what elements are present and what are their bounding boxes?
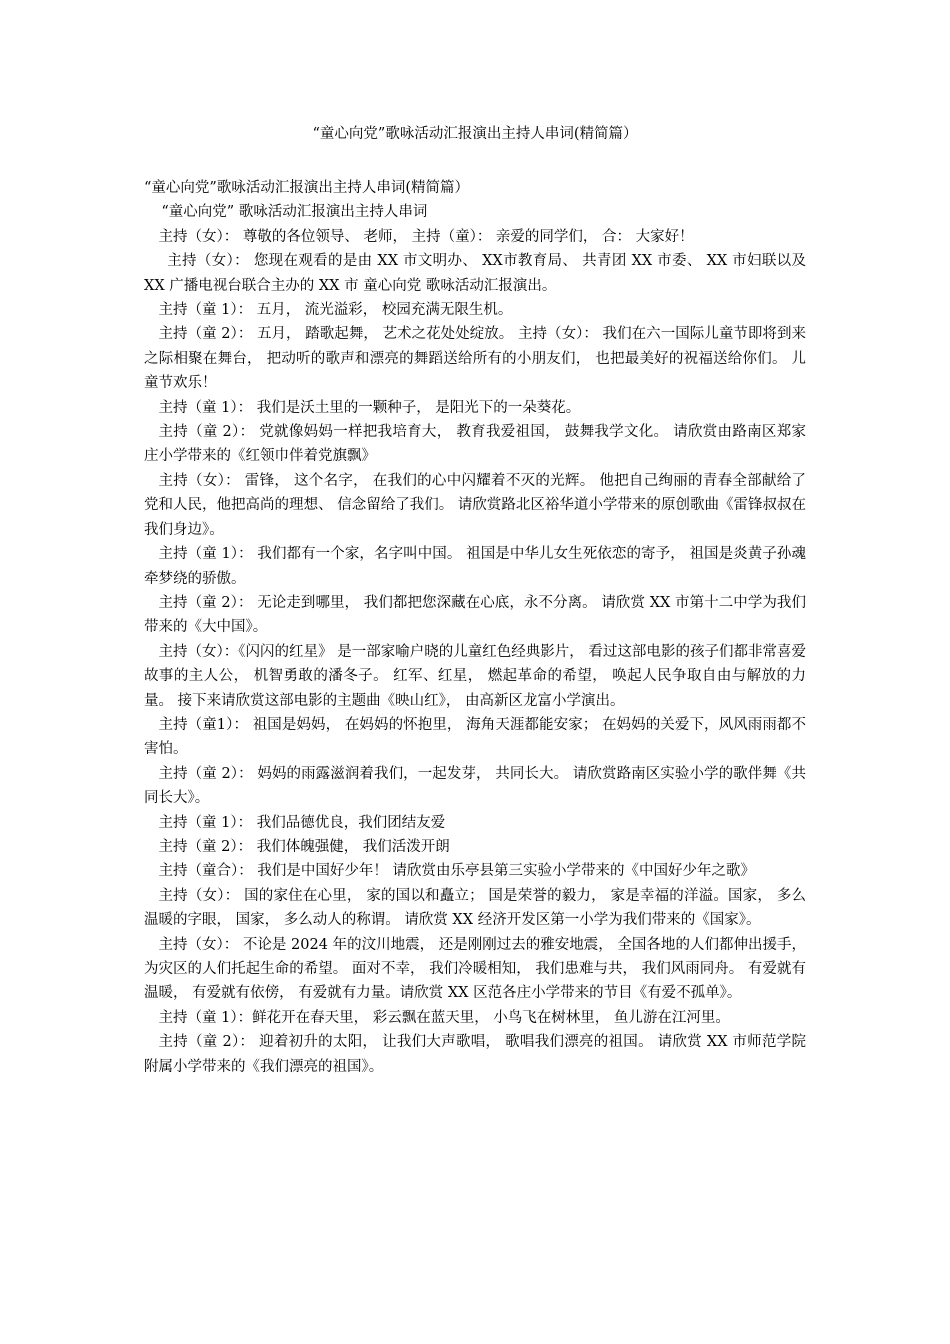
paragraph: 主持（女）：《闪闪的红星》 是一部家喻户晓的儿童红色经典影片， 看过这部电影的孩子们都非常喜爱故事的主人公， 机智勇敢的潘冬子。 红军、红星， 燃起革命的希望， 唤起人民争取自由与解放的力量。 接下来请欣赏这部电影的主题曲《映山红》， 由高新区龙富小学演出。 (144, 643, 806, 709)
paragraph: 主持（童 1）： 我们都有一个家，名字叫中国。 祖国是中华儿女生死依恋的寄予， 祖国是炎黄子孙魂牵梦绕的骄傲。 (144, 546, 806, 587)
paragraph: 主持（女）： 雷锋， 这个名字， 在我们的心中闪耀着不灭的光辉。 他把自己绚丽的青春全部献给了党和人民，他把高尚的理想、 信念留给了我们。 请欣赏路北区裕华道小学带来的原创歌曲《雷锋叔叔在我们身边》。 (144, 472, 806, 538)
paragraph: 主持（童 2）： 党就像妈妈一样把我培育大， 教育我爱祖国， 鼓舞我学文化。 请欣赏由路南区郑家庄小学带来的《红领巾伴着党旗飘》 (144, 424, 806, 465)
paragraph: 主持（童 1）： 我们是沃土里的一颗种子， 是阳光下的一朵葵花。 (158, 399, 581, 416)
paragraph: 主持（童 1）：鲜花开在春天里， 彩云飘在蓝天里， 小鸟飞在树林里， 鱼儿游在江河里。 (158, 1009, 730, 1026)
document-body (144, 176, 806, 1079)
paragraph: 主持（女）： 不论是 2024 年的汶川地震， 还是刚刚过去的雅安地震， 全国各地的人们都伸出援手， 为灾区的人们托起生命的希望。 面对不幸， 我们冷暖相知， 我们患难与共， 我们风雨同舟。 有爱就有温暖， 有爱就有依傍， 有爱就有力量。请欣赏 XX 区范各庄小学带来的节目《有爱不孤单》。 (144, 936, 806, 1002)
paragraph: 主持（女）： 尊敬的各位领导、 老师， 主持（童）： 亲爱的同学们， 合： 大家好！ (158, 228, 694, 245)
paragraph: 主持（童 2）： 我们体魄强健， 我们活泼开朗 (158, 838, 450, 855)
paragraph: 主持（童1）： 祖国是妈妈， 在妈妈的怀抱里， 海角天涯都能安家； 在妈妈的关爱下，风风雨雨都不害怕。 (144, 716, 806, 758)
paragraph: 主持（童 1）： 我们品德优良，我们团结友爱 (158, 814, 446, 831)
paragraph: 主持（童合）： 我们是中国好少年！ 请欣赏由乐亭县第三实验小学带来的《中国好少年之歌》 (158, 863, 755, 880)
paragraph: 主持（女）： 国的家住在心里， 家的国以和矗立； 国是荣誉的毅力， 家是幸福的洋溢。国家， 多么温暖的字眼， 国家， 多么动人的称谓。 请欣赏 XX 经济开发区第一小学为我们带来的《国家》。 (144, 887, 806, 929)
paragraph: 主持（童 2）： 无论走到哪里， 我们都把您深藏在心底，永不分离。 请欣赏 XX 市第十二中学为我们带来的《大中国》。 (144, 594, 806, 636)
paragraph: 主持（童 2）： 妈妈的雨露滋润着我们，一起发芽， 共同长大。 请欣赏路南区实验小学的歌伴舞《共同长大》。 (144, 765, 806, 807)
paragraph-heading: “童心向党”歌咏活动汇报演出主持人串词(精简篇） (144, 180, 469, 196)
paragraph: 主持（童 1）： 五月， 流光溢彩， 校园充满无限生机。 (158, 302, 513, 319)
paragraph: 主持（童 2）： 五月， 踏歌起舞， 艺术之花处处绽放。 主持（女）： 我们在六一国际儿童节即将到来之际相聚在舞台， 把动听的歌声和漂亮的舞蹈送给所有的小朋友们， 也把最美好的祝福送给你们。 儿童节欢乐！ (144, 326, 806, 392)
document-title: “童心向党”歌咏活动汇报演出主持人串词(精简篇） (312, 126, 638, 142)
paragraph: 主持（女）： 您现在观看的是由 XX 市文明办、 XX市教育局、 共青团 XX 市委、 XX 市妇联以及 XX 广播电视台联合主办的 XX 市 童心向党 歌咏活动汇报演出。 (144, 253, 806, 294)
paragraph-subtitle: “童心向党” 歌咏活动汇报演出主持人串词 (161, 204, 428, 221)
paragraph: 主持（童 2）： 迎着初升的太阳， 让我们大声歌唱， 歌唱我们漂亮的祖国。 请欣赏 XX 市师范学院附属小学带来的《我们漂亮的祖国》。 (144, 1034, 806, 1075)
